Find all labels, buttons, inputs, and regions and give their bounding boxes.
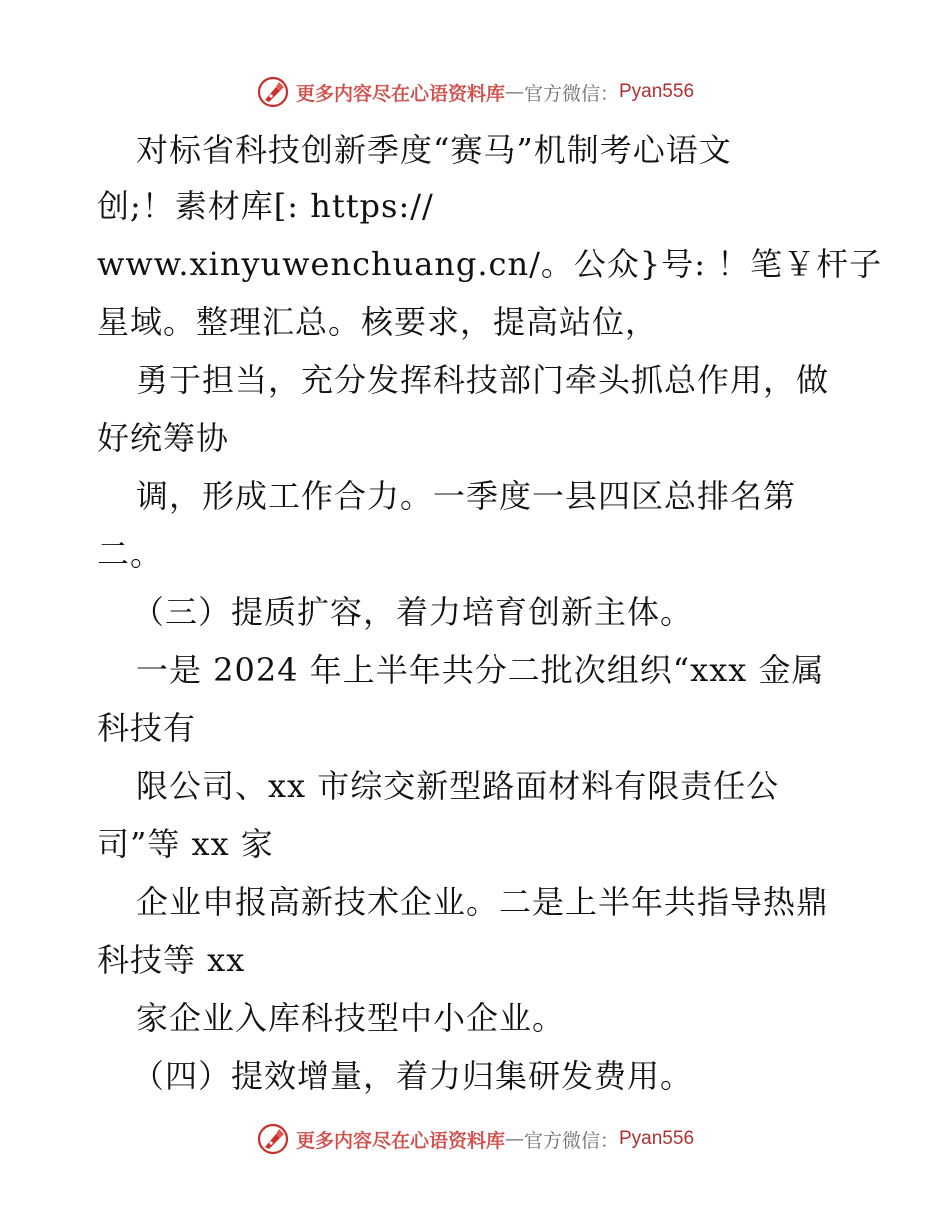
footer-watermark bbox=[0, 1119, 950, 1159]
body-line: （四）提效增量，着力归集研发费用。 bbox=[132, 1057, 694, 1095]
body-line: 司”等 xx 家 bbox=[97, 825, 274, 863]
body-line: 好统筹协 bbox=[97, 419, 230, 457]
body-line: 调，形成工作合力。一季度一县四区总排名第 bbox=[136, 477, 797, 515]
watermark-handle: Pyan556 bbox=[619, 1128, 695, 1149]
body-line: www.xinyuwenchuang.cn/。公众}号: ！笔￥杆子 bbox=[97, 245, 883, 283]
watermark-text: 更多内容尽在心语资料库 bbox=[295, 82, 505, 105]
body-line: （三）提质扩容，着力培育创新主体。 bbox=[132, 593, 694, 631]
body-line: 勇于担当，充分发挥科技部门牵头抓总作用，做 bbox=[136, 361, 830, 399]
watermark-label: 官方微信： bbox=[523, 1129, 619, 1152]
watermark-text: 更多内容尽在心语资料库 bbox=[295, 1129, 505, 1152]
watermark-label: 官方微信： bbox=[523, 82, 619, 105]
body-line: 创;！素材库[: https:// bbox=[97, 187, 434, 225]
body-line: 二。 bbox=[97, 535, 164, 573]
body-line: 企业申报高新技术企业。二是上半年共指导热鼎 bbox=[136, 883, 830, 921]
watermark-separator: — bbox=[504, 81, 524, 103]
body-line: 家企业入库科技型中小企业。 bbox=[136, 999, 566, 1037]
body-line: 一是 2024 年上半年共分二批次组织“xxx 金属 bbox=[136, 651, 825, 689]
body-line: 科技等 xx bbox=[97, 941, 246, 979]
body-line: 对标省科技创新季度“赛马”机制考心语文 bbox=[136, 131, 732, 169]
pen-nib-circle-icon bbox=[256, 1122, 290, 1156]
body-line: 限公司、xx 市综交新型路面材料有限责任公 bbox=[136, 767, 780, 805]
body-line: 星域。整理汇总。核要求，提高站位， bbox=[97, 303, 659, 341]
watermark-separator: — bbox=[504, 1128, 524, 1150]
watermark-handle: Pyan556 bbox=[619, 81, 695, 102]
body-line: 科技有 bbox=[97, 709, 197, 747]
